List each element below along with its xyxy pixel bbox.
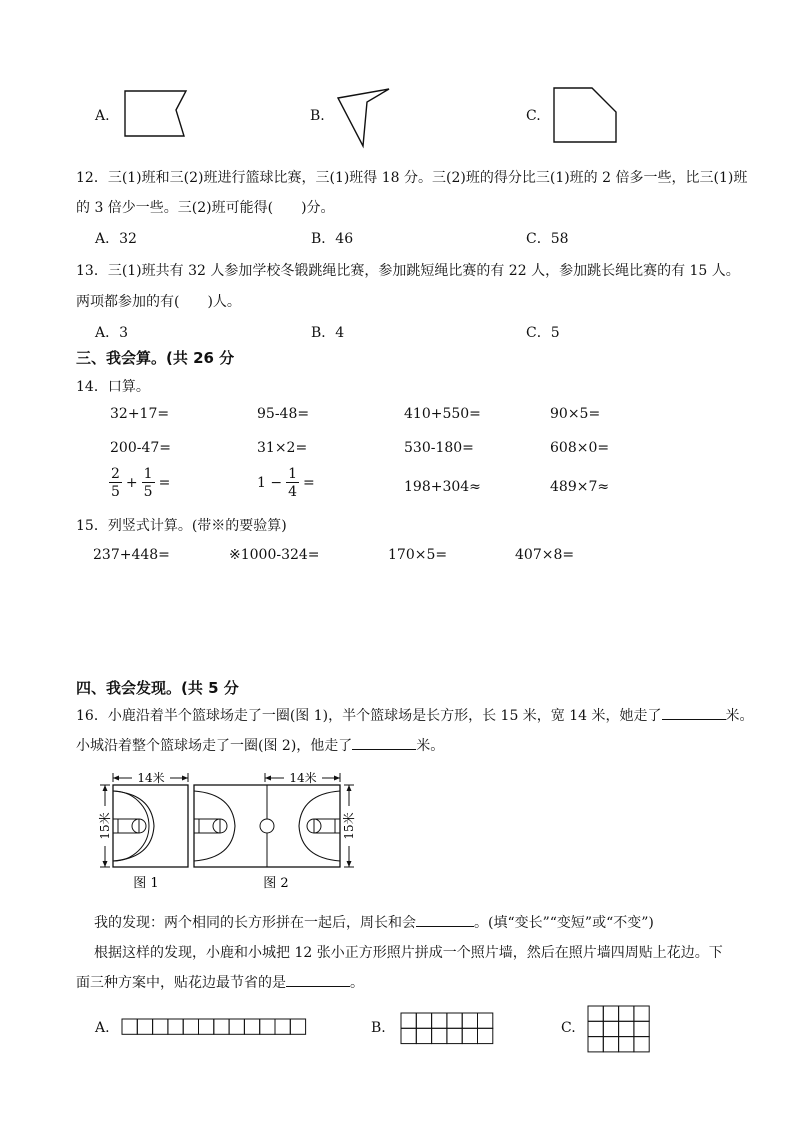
q16-discovery-blank[interactable] — [416, 912, 474, 927]
q13-text-line1: 13．三(1)班共有 32 人参加学校冬锻跳绳比赛，参加跳短绳比赛的有 22 人，参加跳长绳比赛的有 15 人。 — [76, 263, 740, 279]
q16-plan-line2 — [76, 972, 364, 992]
fig1-length-label: 15米 — [98, 812, 112, 840]
q16-text-2b: 米。 — [416, 738, 445, 754]
photo-cell — [634, 1037, 649, 1052]
q15-item-3: 170×5= — [388, 547, 448, 563]
q14-r2-c2: 31×2= — [257, 440, 308, 456]
q11-option-c-shape — [550, 84, 622, 146]
photo-cell — [478, 1028, 493, 1043]
fraction-1-5: $\frac{1}{5}$ — [143, 466, 153, 500]
photo-cell — [199, 1019, 214, 1034]
photo-cell — [462, 1013, 477, 1028]
photo-cell — [478, 1013, 493, 1028]
photo-cell — [619, 1037, 634, 1052]
q16-discovery-text-b: 。(填“变长”“变短”或“不变”) — [474, 915, 654, 931]
q13-option-b: B．4 — [311, 325, 345, 341]
q14-r1-c1: 32+17= — [110, 406, 170, 422]
photo-cell — [462, 1028, 477, 1043]
q16-discovery-text-a: 我的发现：两个相同的长方形拼在一起后，周长和会 — [94, 915, 416, 931]
q12-text-line2: 的 3 倍少一些。三(2)班可能得( )分。 — [76, 200, 335, 216]
q12-option-c: C．58 — [526, 231, 569, 247]
q16-plan-line1: 根据这样的发现，小鹿和小城把 12 张小正方形照片拼成一个照片墙，然后在照片墙四周贴上花边。下 — [94, 945, 723, 961]
q16-option-c-grid — [587, 1005, 649, 1052]
photo-cell — [416, 1028, 431, 1043]
q16-line2 — [76, 735, 444, 755]
q14-r1-c2: 95-48= — [257, 406, 310, 422]
q15-item-1: 237+448= — [93, 547, 170, 563]
equals-sign: = — [303, 475, 315, 491]
photo-cell — [153, 1019, 168, 1034]
q14-r2-c4: 608×0= — [550, 440, 610, 456]
photo-cell — [447, 1028, 462, 1043]
photo-cell — [244, 1019, 259, 1034]
q11-option-a-label: A. — [95, 108, 110, 124]
q13-option-c: C．5 — [526, 325, 560, 341]
photo-cell — [137, 1019, 152, 1034]
photo-cell — [588, 1021, 603, 1036]
q16-option-b-grid — [400, 1012, 494, 1044]
q13-option-a: A．3 — [95, 325, 129, 341]
q16-line1 — [76, 705, 754, 725]
fig2-length-label: 15米 — [342, 812, 356, 840]
section-3-heading: 三、我会算。(共 26 分 — [76, 349, 235, 367]
q14-r1-c4: 90×5= — [550, 406, 601, 422]
photo-cell — [603, 1037, 618, 1052]
q14-r1-c3: 410+550= — [404, 406, 481, 422]
one-minus: 1 − — [257, 475, 283, 491]
photo-cell — [588, 1037, 603, 1052]
q12-option-a: A．32 — [95, 231, 137, 247]
photo-cell — [619, 1006, 634, 1021]
q14-r3-c1 — [107, 467, 170, 499]
q14-r2-c3: 530-180= — [404, 440, 474, 456]
q16-plan-text-a: 面三种方案中，贴花边最节省的是 — [76, 975, 286, 991]
q11-option-b-label: B. — [310, 108, 325, 124]
q11-option-b-shape — [333, 84, 403, 154]
photo-cell — [401, 1028, 416, 1043]
basketball-court-figure — [96, 766, 366, 896]
photo-cell — [603, 1021, 618, 1036]
q15-item-4: 407×8= — [515, 547, 575, 563]
q13-text-line2: 两项都参加的有( )人。 — [76, 294, 241, 310]
photo-cell — [588, 1006, 603, 1021]
q14-r3-c3: 198+304≈ — [404, 479, 481, 495]
q14-r3-c2 — [257, 467, 315, 499]
q16-option-a-grid — [121, 1018, 305, 1036]
photo-cell — [401, 1013, 416, 1028]
photo-cell — [447, 1013, 462, 1028]
photo-cell — [634, 1021, 649, 1036]
photo-cell — [122, 1019, 137, 1034]
photo-cell — [416, 1013, 431, 1028]
photo-cell — [229, 1019, 244, 1034]
q15-title: 15．列竖式计算。(带※的要验算) — [76, 518, 287, 534]
photo-cell — [432, 1028, 447, 1043]
equals-sign: = — [158, 475, 171, 491]
photo-cell — [214, 1019, 229, 1034]
q16-plan-blank[interactable] — [286, 972, 350, 987]
photo-cell — [603, 1006, 618, 1021]
q16-option-a-label: A. — [95, 1020, 110, 1036]
q16-text-1b: 米。 — [725, 708, 754, 724]
plus-sign: + — [125, 475, 138, 491]
photo-cell — [432, 1013, 447, 1028]
q14-r3-c4: 489×7≈ — [550, 479, 610, 495]
q16-discovery-line — [94, 912, 654, 932]
fig2-caption: 图 2 — [263, 876, 289, 891]
q12-option-b: B．46 — [311, 231, 354, 247]
photo-cell — [290, 1019, 305, 1034]
q16-text-1a: 16．小鹿沿着半个篮球场走了一圈(图 1)，半个篮球场是长方形，长 15 米，宽 14 米，她走了 — [76, 708, 662, 724]
fig1-caption: 图 1 — [133, 876, 159, 891]
q11-option-c-label: C. — [526, 108, 541, 124]
q16-answer-blank-2[interactable] — [352, 735, 416, 750]
q16-option-c-label: C. — [561, 1020, 576, 1036]
fig2-width-label: 14米 — [289, 771, 317, 785]
photo-cell — [275, 1019, 290, 1034]
q16-plan-text-b: 。 — [350, 975, 364, 991]
q14-r2-c1: 200-47= — [110, 440, 171, 456]
fraction-1-4: $\frac{1}{4}$ — [288, 466, 298, 500]
q14-title: 14．口算。 — [76, 379, 150, 395]
q16-answer-blank-1[interactable] — [662, 705, 726, 720]
fig1-width-label: 14米 — [137, 771, 165, 785]
photo-cell — [168, 1019, 183, 1034]
photo-cell — [619, 1021, 634, 1036]
photo-cell — [183, 1019, 198, 1034]
q16-text-2a: 小城沿着整个篮球场走了一圈(图 2)，他走了 — [76, 738, 353, 754]
fraction-2-5: $\frac{2}{5}$ — [111, 466, 120, 500]
section-4-heading: 四、我会发现。(共 5 分 — [76, 679, 239, 697]
photo-cell — [260, 1019, 275, 1034]
q11-option-a-shape — [120, 88, 190, 148]
q16-option-b-label: B. — [371, 1020, 386, 1036]
q12-text-line1: 12．三(1)班和三(2)班进行篮球比赛，三(1)班得 18 分。三(2)班的得分比三(1)班的 2 倍多一些，比三(1)班 — [76, 170, 748, 186]
q15-item-2: ※1000-324= — [229, 547, 320, 563]
photo-cell — [634, 1006, 649, 1021]
